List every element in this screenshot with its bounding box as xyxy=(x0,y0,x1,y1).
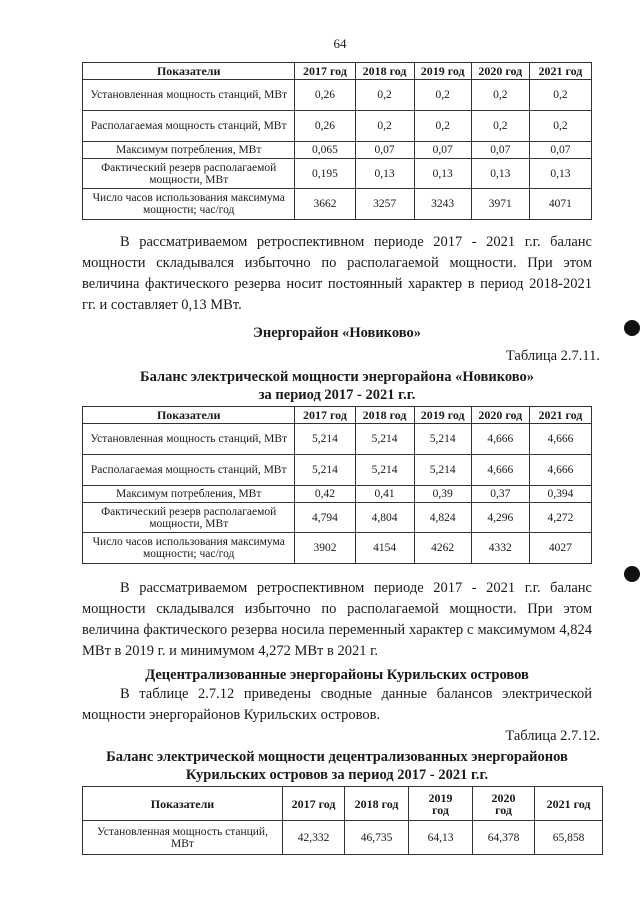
table-3-title-line-2: Курильских островов за период 2017 - 2021 г.г. xyxy=(185,767,489,783)
table-2 xyxy=(82,406,592,564)
cell-value: 46,735 xyxy=(345,821,409,855)
cell-value: 0,13 xyxy=(355,159,414,189)
column-header: 2018 год xyxy=(355,407,414,424)
column-header: Показатели xyxy=(83,63,295,80)
cell-value: 3971 xyxy=(471,189,529,220)
cell-value: 65,858 xyxy=(535,821,603,855)
row-label: Установленная мощность станций, МВт xyxy=(83,80,295,111)
cell-value: 0,13 xyxy=(414,159,471,189)
column-header: 2021 год xyxy=(529,407,591,424)
table-row xyxy=(83,503,592,533)
row-label: Фактический резерв располагаемой мощности, МВт xyxy=(83,503,295,533)
cell-value: 4,296 xyxy=(471,503,529,533)
cell-value: 0,13 xyxy=(471,159,529,189)
table-header-row xyxy=(83,63,592,80)
paragraph-2: В рассматриваемом ретроспективном периоде 2017 - 2021 г.г. баланс мощности складывался избыточно по располагаемой мощности. При этом величина фактического резерва носила переменный характер с максимумом 4,824 МВт в 2019 г. и минимумом 4,272 МВт в 2021 г. xyxy=(82,580,592,659)
cell-value: 64,378 xyxy=(473,821,535,855)
table-row xyxy=(83,455,592,486)
cell-value: 4,666 xyxy=(471,424,529,455)
cell-value: 5,214 xyxy=(414,424,471,455)
column-header: 2018 год xyxy=(345,787,409,821)
table-3-caption-number: Таблица 2.7.12. xyxy=(505,728,600,744)
cell-value: 42,332 xyxy=(283,821,345,855)
row-label: Максимум потребления, МВт xyxy=(83,486,295,503)
table-header-row xyxy=(83,407,592,424)
row-label: Число часов использования максимума мощности; час/год xyxy=(83,189,295,220)
table-row xyxy=(83,821,603,855)
cell-value: 0,2 xyxy=(471,80,529,111)
cell-value: 4,666 xyxy=(529,424,591,455)
margin-dot-mark xyxy=(624,320,640,336)
cell-value: 5,214 xyxy=(414,455,471,486)
cell-value: 4,824 xyxy=(414,503,471,533)
row-label: Фактический резерв располагаемой мощности, МВт xyxy=(83,159,295,189)
cell-value: 0,41 xyxy=(355,486,414,503)
cell-value: 0,42 xyxy=(295,486,355,503)
paragraph-1: В рассматриваемом ретроспективном периоде 2017 - 2021 г.г. баланс мощности складывался избыточно по располагаемой мощности. При этом величина фактического резерва носит постоянный характер в период 2018-2021 гг. и составляет 0,13 МВт. xyxy=(82,234,592,313)
cell-value: 0,065 xyxy=(295,142,355,159)
cell-value: 0,26 xyxy=(295,80,355,111)
column-header: 2021 год xyxy=(529,63,591,80)
cell-value: 0,2 xyxy=(414,111,471,142)
cell-value: 3257 xyxy=(355,189,414,220)
cell-value: 0,394 xyxy=(529,486,591,503)
table-row xyxy=(83,424,592,455)
table-row xyxy=(83,486,592,503)
row-label: Число часов использования максимума мощности; час/год xyxy=(83,533,295,564)
column-header: 2020 год xyxy=(473,787,535,821)
column-header: Показатели xyxy=(83,407,295,424)
table-2-title-line-2: за период 2017 - 2021 г.г. xyxy=(258,387,416,403)
cell-value: 0,2 xyxy=(414,80,471,111)
column-header: 2017 год xyxy=(295,63,355,80)
row-label: Установленная мощность станций, МВт xyxy=(83,821,283,855)
cell-value: 3662 xyxy=(295,189,355,220)
column-header: Показатели xyxy=(83,787,283,821)
cell-value: 4,804 xyxy=(355,503,414,533)
cell-value: 4262 xyxy=(414,533,471,564)
row-label: Располагаемая мощность станций, МВт xyxy=(83,111,295,142)
cell-value: 0,2 xyxy=(355,111,414,142)
section-title-novikovo: Энергорайон «Новиково» xyxy=(253,325,421,341)
cell-value: 4,666 xyxy=(529,455,591,486)
cell-value: 64,13 xyxy=(409,821,473,855)
column-header: 2019 год xyxy=(414,63,471,80)
cell-value: 0,07 xyxy=(355,142,414,159)
table-row xyxy=(83,189,592,220)
cell-value: 0,195 xyxy=(295,159,355,189)
table-2-title-line-1: Баланс электрической мощности энергорайона «Новиково» xyxy=(140,369,534,385)
cell-value: 5,214 xyxy=(295,424,355,455)
section-title-kuril: Децентрализованные энергорайоны Курильских островов xyxy=(145,667,529,683)
column-header: 2017 год xyxy=(295,407,355,424)
table-row xyxy=(83,159,592,189)
cell-value: 0,2 xyxy=(355,80,414,111)
column-header: 2021 год xyxy=(535,787,603,821)
table-1 xyxy=(82,62,592,220)
cell-value: 3243 xyxy=(414,189,471,220)
cell-value: 4071 xyxy=(529,189,591,220)
cell-value: 0,39 xyxy=(414,486,471,503)
column-header: 2017 год xyxy=(283,787,345,821)
row-label: Максимум потребления, МВт xyxy=(83,142,295,159)
table-row xyxy=(83,533,592,564)
cell-value: 4332 xyxy=(471,533,529,564)
cell-value: 4154 xyxy=(355,533,414,564)
page-number: 64 xyxy=(333,36,347,51)
cell-value: 0,07 xyxy=(414,142,471,159)
cell-value: 0,2 xyxy=(529,111,591,142)
cell-value: 4,794 xyxy=(295,503,355,533)
cell-value: 5,214 xyxy=(295,455,355,486)
table-header-row xyxy=(83,787,603,821)
table-row xyxy=(83,142,592,159)
table-2-caption-number: Таблица 2.7.11. xyxy=(505,348,600,364)
margin-dot-mark xyxy=(624,566,640,582)
table-row xyxy=(83,111,592,142)
cell-value: 0,37 xyxy=(471,486,529,503)
column-header: 2020 год xyxy=(471,407,529,424)
row-label: Располагаемая мощность станций, МВт xyxy=(83,455,295,486)
column-header: 2020 год xyxy=(471,63,529,80)
cell-value: 5,214 xyxy=(355,424,414,455)
cell-value: 0,2 xyxy=(471,111,529,142)
paragraph-3: В таблице 2.7.12 приведены сводные данные балансов электрической мощности энергорайонов Курильских островов. xyxy=(82,686,592,723)
cell-value: 0,07 xyxy=(529,142,591,159)
row-label: Установленная мощность станций, МВт xyxy=(83,424,295,455)
cell-value: 3902 xyxy=(295,533,355,564)
column-header: 2018 год xyxy=(355,63,414,80)
cell-value: 4027 xyxy=(529,533,591,564)
cell-value: 0,07 xyxy=(471,142,529,159)
column-header: 2019 год xyxy=(409,787,473,821)
table-row xyxy=(83,80,592,111)
table-3 xyxy=(82,786,603,855)
cell-value: 0,2 xyxy=(529,80,591,111)
cell-value: 0,26 xyxy=(295,111,355,142)
cell-value: 4,666 xyxy=(471,455,529,486)
cell-value: 0,13 xyxy=(529,159,591,189)
cell-value: 4,272 xyxy=(529,503,591,533)
column-header: 2019 год xyxy=(414,407,471,424)
cell-value: 5,214 xyxy=(355,455,414,486)
table-3-title-line-1: Баланс электрической мощности децентрализованных энергорайонов xyxy=(106,749,568,765)
